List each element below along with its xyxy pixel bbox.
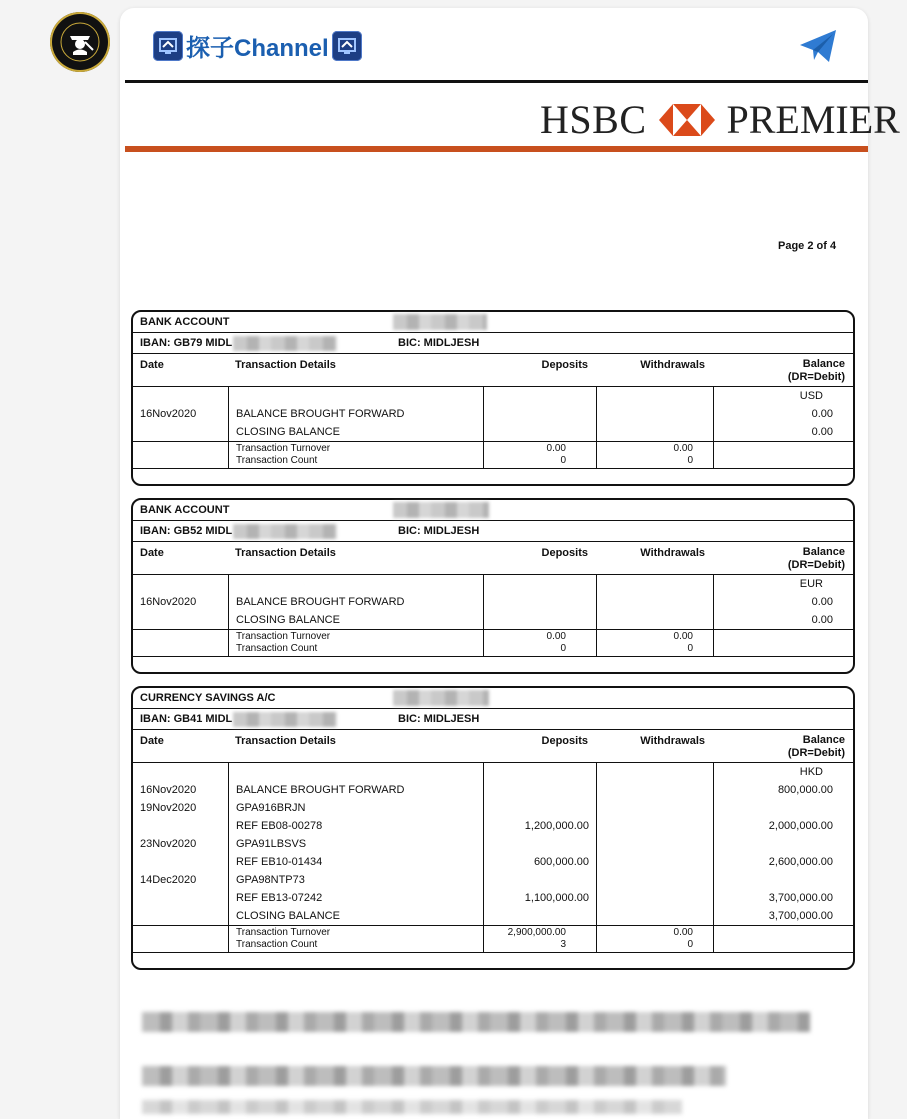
count-deposits: 0 xyxy=(560,643,566,654)
iban-row: IBAN: GB52 MIDL BIC: MIDLJESH xyxy=(133,521,853,542)
table-row-detail: GPA916BRJN xyxy=(236,802,306,814)
count-withdrawals: 0 xyxy=(687,939,693,950)
col-date: Date xyxy=(140,735,164,747)
table-row-detail: CLOSING BALANCE xyxy=(236,910,340,922)
turnover-label: Transaction Turnover xyxy=(236,443,331,454)
table-row-detail: CLOSING BALANCE xyxy=(236,614,340,626)
table-row-deposit: 1,100,000.00 xyxy=(524,892,589,904)
redacted-account-number xyxy=(393,690,489,706)
table-row-balance xyxy=(714,871,853,889)
currency-label: HKD xyxy=(799,766,823,778)
table-row-balance: 2,000,000.00 xyxy=(768,820,833,832)
table-row-balance: 0.00 xyxy=(811,426,833,438)
table-row-balance: 3,700,000.00 xyxy=(768,910,833,922)
table-row-date: 16Nov2020 xyxy=(140,596,197,608)
table-row-detail: BALANCE BROUGHT FORWARD xyxy=(236,408,405,420)
table-row-balance xyxy=(714,835,853,853)
count-deposits: 3 xyxy=(560,939,566,950)
table-row-detail: BALANCE BROUGHT FORWARD xyxy=(236,784,405,796)
turnover-withdrawals: 0.00 xyxy=(673,631,693,642)
column-headers xyxy=(133,354,853,386)
turnover-withdrawals: 0.00 xyxy=(673,927,693,938)
col-balance: Balance (DR=Debit) xyxy=(787,734,845,759)
col-date: Date xyxy=(140,547,164,559)
transactions-body xyxy=(133,574,853,629)
header-red-bar xyxy=(125,146,868,152)
transactions-body xyxy=(133,386,853,441)
channel-name-text: 探子Channel xyxy=(186,35,329,62)
account-box-usd xyxy=(131,310,855,486)
table-row-deposit: 1,200,000.00 xyxy=(524,820,589,832)
page-number: Page 2 of 4 xyxy=(778,240,837,252)
col-withdrawals: Withdrawals xyxy=(640,547,705,559)
col-withdrawals: Withdrawals xyxy=(640,735,705,747)
table-row-date: 19Nov2020 xyxy=(140,802,197,814)
turnover-row xyxy=(133,629,853,656)
iban-row: IBAN: GB79 MIDL BIC: MIDLJESH xyxy=(133,333,853,354)
channel-name[interactable] xyxy=(150,28,365,63)
table-row-deposit xyxy=(484,799,596,817)
table-row-deposit xyxy=(484,781,596,799)
table-row-detail: REF EB10-01434 xyxy=(236,856,323,868)
table-row-balance: 0.00 xyxy=(811,408,833,420)
table-row-balance xyxy=(714,799,853,817)
turnover-withdrawals: 0.00 xyxy=(673,443,693,454)
account-title: BANK ACCOUNT xyxy=(133,500,853,521)
col-withdrawals: Withdrawals xyxy=(640,359,705,371)
account-box-hkd xyxy=(131,686,855,970)
ninja-avatar-icon xyxy=(60,22,100,62)
column-headers xyxy=(133,542,853,574)
table-row-date xyxy=(133,817,228,835)
redacted-account-number xyxy=(393,502,489,518)
logo-hsbc-text: HSBC xyxy=(540,97,647,142)
account-footer xyxy=(133,656,853,679)
table-row-balance: 3,700,000.00 xyxy=(768,892,833,904)
currency-label: USD xyxy=(799,390,823,402)
turnover-label: Transaction Turnover xyxy=(236,631,331,642)
transactions-body xyxy=(133,762,853,925)
currency-label: EUR xyxy=(799,578,823,590)
turnover-deposits: 2,900,000.00 xyxy=(507,927,566,938)
turnover-label: Transaction Turnover xyxy=(236,927,331,938)
table-row-date xyxy=(133,611,228,629)
redacted-iban xyxy=(233,336,337,351)
col-details: Transaction Details xyxy=(235,547,336,559)
account-footer xyxy=(133,952,853,975)
table-row-date: 16Nov2020 xyxy=(140,408,197,420)
channel-avatar[interactable] xyxy=(50,12,110,72)
redacted-text-line xyxy=(142,1066,726,1086)
redacted-iban xyxy=(233,524,337,539)
count-label: Transaction Count xyxy=(236,643,318,654)
document-top-rule xyxy=(125,80,868,83)
count-withdrawals: 0 xyxy=(687,455,693,466)
redacted-text-line xyxy=(142,1012,810,1032)
table-row-detail: REF EB13-07242 xyxy=(236,892,323,904)
account-title: CURRENCY SAVINGS A/C xyxy=(133,688,853,709)
turnover-deposits: 0.00 xyxy=(546,443,566,454)
col-deposits: Deposits xyxy=(541,359,588,371)
turnover-deposits: 0.00 xyxy=(546,631,566,642)
channel-badge-icon xyxy=(332,31,362,61)
iban-row: IBAN: GB41 MIDL BIC: MIDLJESH xyxy=(133,709,853,730)
table-row-detail: REF EB08-00278 xyxy=(236,820,323,832)
channel-badge-icon xyxy=(153,31,183,61)
col-details: Transaction Details xyxy=(235,735,336,747)
column-headers xyxy=(133,730,853,762)
account-title: BANK ACCOUNT xyxy=(133,312,853,333)
table-row-balance: 0.00 xyxy=(811,614,833,626)
table-row-balance: 2,600,000.00 xyxy=(768,856,833,868)
table-row-date: 23Nov2020 xyxy=(140,838,197,850)
count-withdrawals: 0 xyxy=(687,643,693,654)
logo-premier-text: PREMIER xyxy=(726,97,900,142)
table-row-date xyxy=(133,889,228,907)
table-row-date: 16Nov2020 xyxy=(140,784,197,796)
table-row-detail: CLOSING BALANCE xyxy=(236,426,340,438)
message-card xyxy=(120,8,900,1119)
table-row-detail: GPA98NTP73 xyxy=(236,874,305,886)
table-row-deposit xyxy=(484,871,596,889)
table-row-balance: 0.00 xyxy=(811,596,833,608)
col-details: Transaction Details xyxy=(235,359,336,371)
count-label: Transaction Count xyxy=(236,939,318,950)
table-row-deposit xyxy=(484,835,596,853)
count-label: Transaction Count xyxy=(236,455,318,466)
table-row-detail: BALANCE BROUGHT FORWARD xyxy=(236,596,405,608)
telegram-send-icon[interactable] xyxy=(798,28,838,64)
table-row-deposit: 600,000.00 xyxy=(533,856,589,868)
turnover-row xyxy=(133,441,853,468)
table-row-deposit xyxy=(484,907,596,925)
table-row-date: 14Dec2020 xyxy=(140,874,197,886)
table-row-date xyxy=(133,423,228,441)
col-balance: Balance (DR=Debit) xyxy=(787,358,845,383)
redacted-iban xyxy=(233,712,337,727)
account-box-eur xyxy=(131,498,855,674)
col-date: Date xyxy=(140,359,164,371)
hsbc-premier-logo xyxy=(540,96,900,143)
account-footer xyxy=(133,468,853,491)
table-row-date xyxy=(133,907,228,925)
table-row-detail: GPA91LBSVS xyxy=(236,838,307,850)
table-row-balance: 800,000.00 xyxy=(777,784,833,796)
col-deposits: Deposits xyxy=(541,735,588,747)
count-deposits: 0 xyxy=(560,455,566,466)
redacted-text-line xyxy=(142,1100,682,1114)
turnover-row xyxy=(133,925,853,952)
col-deposits: Deposits xyxy=(541,547,588,559)
hsbc-hexagon-icon xyxy=(659,104,715,136)
channel-header xyxy=(120,8,868,82)
table-row-date xyxy=(133,853,228,871)
col-balance: Balance (DR=Debit) xyxy=(787,546,845,571)
redacted-account-number xyxy=(393,314,487,330)
